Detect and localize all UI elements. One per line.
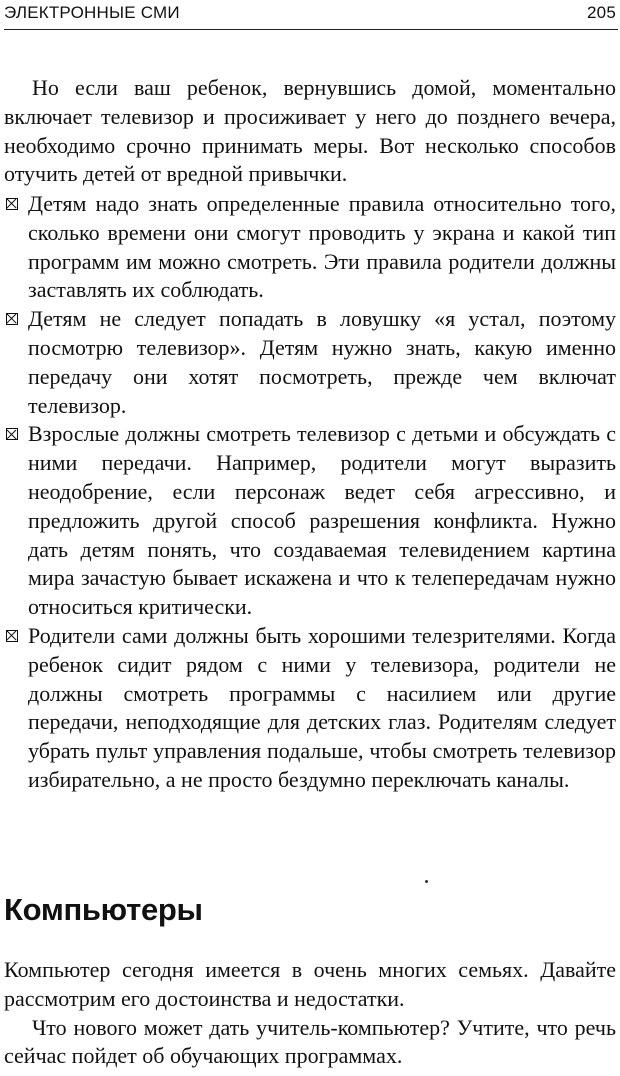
list-item xyxy=(4,622,616,795)
running-head xyxy=(4,3,616,27)
section-paragraph: Компьютер сегодня имеется в очень многих семьях. Давайте рассмотрим его достоинства и недостатки. xyxy=(4,957,616,1011)
section-paragraph: Что нового может дать учитель-компьютер? Учтите, что речь сейчас пойдет об обучающих программах. xyxy=(4,1014,616,1069)
bullet-list xyxy=(4,190,616,795)
intro-paragraph: Но если ваш ребенок, вернувшись домой, моментально включает телевизор и просиживает у него до позднего вечера, необходимо срочно принимать меры. Вот несколько способов отучить детей от вредной привычки. xyxy=(4,75,616,187)
list-item-text: Детям не следует попадать в ловушку «я устал, поэтому посмотрю телевизор». Детям нужно знать, какую именно передачу они хотят посмотреть, прежде чем включат телевизор. xyxy=(28,306,616,418)
list-item-text: Родители сами должны быть хорошими телезрителями. Когда ребенок сидит рядом с ними у телевизора, родители не должны смотреть программы с насилием или другие передачи, неподходящие для детских глаз. Родителям следует убрать пульт управления подальше, чтобы смотреть телевизор избирательно, а не просто бездумно переключать каналы. xyxy=(28,622,616,792)
checkbox-bullet-icon xyxy=(6,428,18,440)
checkbox-bullet-icon xyxy=(6,198,18,210)
list-item xyxy=(4,420,616,622)
checkbox-bullet-icon xyxy=(6,313,18,325)
ink-speck xyxy=(425,880,428,883)
running-title: ЭЛЕКТРОННЫЕ СМИ xyxy=(4,3,180,22)
section-heading: Компьютеры xyxy=(4,892,203,927)
list-item xyxy=(4,305,616,420)
list-item xyxy=(4,190,616,305)
page-number: 205 xyxy=(587,3,616,22)
list-item-text: Взрослые должны смотреть телевизор с детьми и обсуждать с ними передачи. Например, родители могут выразить неодобрение, если персонаж ведет себя агрессивно, и предложить другой способ разрешения конфликта. Нужно дать детям понять, что создаваемая телевидением картина мира зачастую бывает искажена и что к телепередачам нужно относиться критически. xyxy=(28,421,616,620)
list-item-text: Детям надо знать определенные правила относительно того, сколько времени они смогут проводить у экрана и какой тип программ им можно смотреть. Эти правила родители должны заставлять их соблюдать. xyxy=(28,191,616,303)
header-rule xyxy=(4,29,618,30)
section-body xyxy=(4,956,616,1071)
checkbox-bullet-icon xyxy=(6,630,18,642)
